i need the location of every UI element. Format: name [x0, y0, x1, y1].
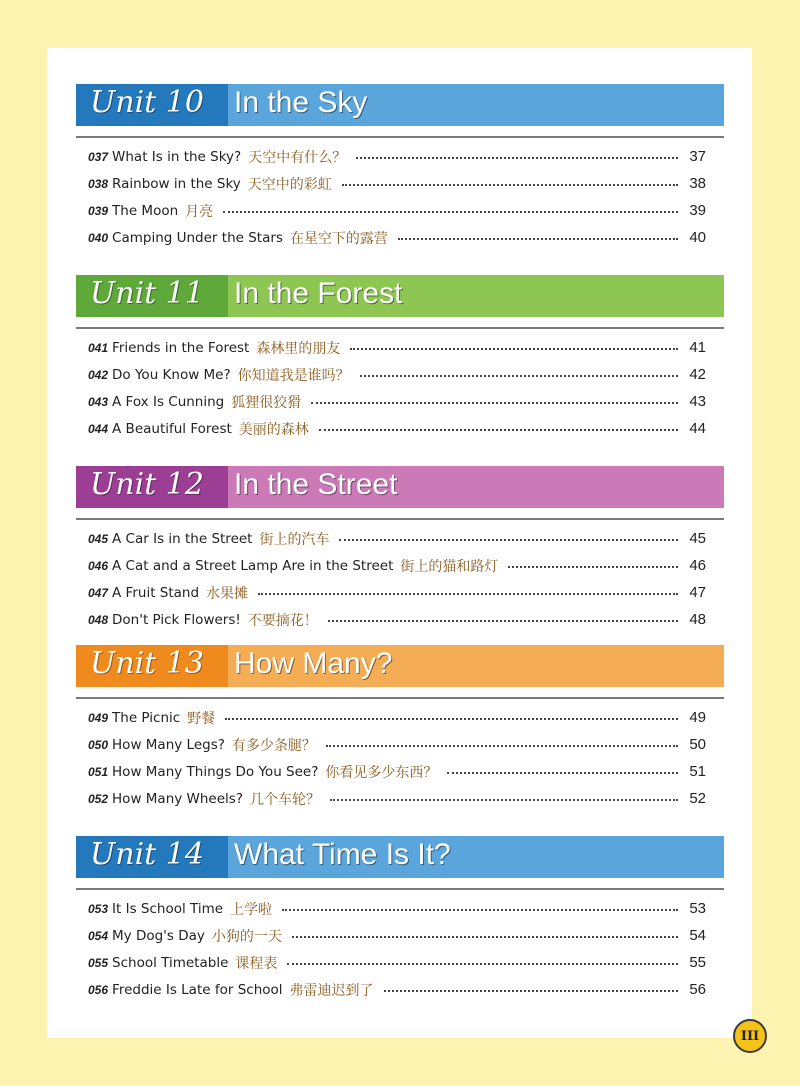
entry-title-zh: 课程表: [235, 955, 278, 972]
entry-number: 052: [88, 791, 109, 806]
entry-page: 40: [689, 229, 706, 246]
entry-number: 038: [88, 176, 109, 191]
entry-title-en: It Is School Time: [112, 900, 224, 917]
entry-number: 041: [88, 340, 109, 355]
leader-dots: [384, 990, 678, 992]
entry-title-zh: 小狗的一天: [211, 928, 282, 945]
entry-number: 046: [88, 558, 109, 573]
entry-title-zh: 有多少条腿？: [231, 737, 316, 754]
leader-dots: [508, 566, 678, 568]
unit-label: Unit 13: [90, 646, 204, 681]
entry-title-en: How Many Legs?: [112, 736, 225, 753]
unit-10-header[interactable]: [76, 84, 724, 126]
toc-entry[interactable]: [88, 525, 706, 552]
entry-number: 044: [88, 421, 109, 436]
toc-entry[interactable]: [88, 922, 706, 949]
unit-divider: [76, 888, 724, 890]
entry-title-en: How Many Things Do You See?: [112, 763, 319, 780]
leader-dots: [342, 184, 678, 186]
entry-page: 37: [689, 148, 706, 165]
entry-title-zh: 天空中的彩虹: [247, 176, 332, 193]
page-number-badge: III: [733, 1019, 767, 1053]
toc-entry[interactable]: [88, 170, 706, 197]
unit-label-tab: [76, 645, 228, 687]
entry-title-en: The Picnic: [112, 709, 181, 726]
unit-title-bar: [228, 275, 724, 317]
leader-dots: [282, 909, 678, 911]
entry-title-en: Rainbow in the Sky: [112, 175, 241, 192]
entry-title-en: Friends in the Forest: [112, 339, 250, 356]
toc-entry[interactable]: [88, 606, 706, 633]
entry-title-en: Freddie Is Late for School: [112, 981, 283, 998]
toc-entry[interactable]: [88, 388, 706, 415]
unit-14-entries: [88, 895, 706, 1003]
unit-title: How Many?: [234, 647, 393, 680]
entry-page: 44: [689, 420, 706, 437]
entry-page: 42: [689, 366, 706, 383]
entry-title-zh: 街上的猫和路灯: [400, 558, 499, 575]
entry-title-zh: 街上的汽车: [259, 531, 330, 548]
leader-dots: [225, 718, 678, 720]
entry-title-zh: 水果摊: [206, 585, 249, 602]
unit-12-header[interactable]: [76, 466, 724, 508]
entry-title-zh: 在星空下的露营: [289, 230, 388, 247]
entry-page: 56: [689, 981, 706, 998]
leader-dots: [350, 348, 678, 350]
entry-page: 39: [689, 202, 706, 219]
unit-11-header[interactable]: [76, 275, 724, 317]
unit-title: In the Street: [234, 468, 398, 501]
entry-number: 055: [88, 955, 109, 970]
leader-dots: [398, 238, 678, 240]
toc-entry[interactable]: [88, 731, 706, 758]
unit-14-header[interactable]: [76, 836, 724, 878]
entry-title-en: Don't Pick Flowers!: [112, 611, 241, 628]
entry-title-zh: 弗雷迪迟到了: [289, 982, 374, 999]
entry-title-en: A Beautiful Forest: [112, 420, 232, 437]
unit-divider: [76, 697, 724, 699]
entry-number: 043: [88, 394, 109, 409]
entry-title-zh: 野餐: [187, 710, 216, 727]
entry-title-en: School Timetable: [112, 954, 229, 971]
leader-dots: [339, 539, 678, 541]
unit-title-bar: [228, 84, 724, 126]
unit-13-entries: [88, 704, 706, 812]
entry-number: 040: [88, 230, 109, 245]
unit-label-tab: [76, 836, 228, 878]
entry-page: 53: [689, 900, 706, 917]
toc-entry[interactable]: [88, 895, 706, 922]
entry-number: 049: [88, 710, 109, 725]
entry-title-zh: 你知道我是谁吗？: [237, 367, 350, 384]
unit-divider: [76, 518, 724, 520]
entry-page: 41: [689, 339, 706, 356]
leader-dots: [223, 211, 678, 213]
entry-title-zh: 几个车轮？: [250, 791, 320, 808]
unit-title-bar: [228, 836, 724, 878]
unit-title-bar: [228, 466, 724, 508]
toc-entry[interactable]: [88, 334, 706, 361]
unit-label-tab: [76, 466, 228, 508]
entry-title-en: A Fox Is Cunning: [112, 393, 225, 410]
entry-number: 047: [88, 585, 109, 600]
toc-entry[interactable]: [88, 579, 706, 606]
unit-title: What Time Is It?: [234, 838, 451, 871]
unit-10-entries: [88, 143, 706, 251]
entry-title-zh: 美丽的森林: [238, 421, 309, 438]
entry-title-zh: 狐狸很狡猾: [231, 394, 302, 411]
leader-dots: [311, 402, 678, 404]
entry-number: 039: [88, 203, 109, 218]
entry-title-en: How Many Wheels?: [112, 790, 243, 807]
entry-title-en: Camping Under the Stars: [112, 229, 283, 246]
entry-number: 050: [88, 737, 109, 752]
unit-12-entries: [88, 525, 706, 633]
entry-page: 43: [689, 393, 706, 410]
entry-page: 47: [689, 584, 706, 601]
entry-title-zh: 月亮: [185, 203, 214, 220]
leader-dots: [258, 593, 678, 595]
unit-divider: [76, 136, 724, 138]
unit-title: In the Sky: [234, 86, 368, 119]
leader-dots: [360, 375, 678, 377]
entry-title-en: A Car Is in the Street: [112, 530, 253, 547]
entry-page: 50: [689, 736, 706, 753]
unit-label: Unit 10: [90, 85, 204, 120]
entry-page: 54: [689, 927, 706, 944]
entry-page: 48: [689, 611, 706, 628]
toc-entry[interactable]: [88, 552, 706, 579]
unit-label-tab: [76, 84, 228, 126]
leader-dots: [328, 620, 678, 622]
toc-entry[interactable]: [88, 785, 706, 812]
entry-page: 46: [689, 557, 706, 574]
unit-11-entries: [88, 334, 706, 442]
leader-dots: [326, 745, 678, 747]
leader-dots: [447, 772, 678, 774]
entry-number: 042: [88, 367, 109, 382]
entry-title-zh: 天空中有什么？: [248, 149, 347, 166]
entry-title-en: A Cat and a Street Lamp Are in the Street: [112, 557, 394, 574]
unit-label: Unit 12: [90, 467, 204, 502]
entry-page: 38: [689, 175, 706, 192]
toc-entry[interactable]: [88, 758, 706, 785]
entry-number: 051: [88, 764, 109, 779]
unit-13-header[interactable]: [76, 645, 724, 687]
unit-title: In the Forest: [234, 277, 403, 310]
entry-number: 054: [88, 928, 109, 943]
entry-title-en: My Dog's Day: [112, 927, 205, 944]
toc-entry[interactable]: [88, 224, 706, 251]
entry-title-en: Do You Know Me?: [112, 366, 231, 383]
entry-title-zh: 上学啦: [230, 901, 273, 918]
leader-dots: [356, 157, 678, 159]
entry-title-en: What Is in the Sky?: [112, 148, 242, 165]
unit-label: Unit 14: [90, 837, 204, 872]
entry-page: 49: [689, 709, 706, 726]
entry-title-zh: 森林里的朋友: [256, 340, 341, 357]
entry-number: 045: [88, 531, 109, 546]
entry-number: 048: [88, 612, 109, 627]
entry-page: 55: [689, 954, 706, 971]
entry-title-zh: 你看见多少东西？: [325, 764, 438, 781]
entry-page: 45: [689, 530, 706, 547]
toc-entry[interactable]: [88, 415, 706, 442]
leader-dots: [330, 799, 678, 801]
unit-label-tab: [76, 275, 228, 317]
toc-entry[interactable]: [88, 197, 706, 224]
leader-dots: [287, 963, 678, 965]
entry-title-en: The Moon: [112, 202, 179, 219]
toc-entry[interactable]: [88, 949, 706, 976]
entry-title-zh: 不要摘花！: [247, 612, 318, 629]
entry-page: 52: [689, 790, 706, 807]
leader-dots: [319, 429, 678, 431]
unit-label: Unit 11: [90, 276, 204, 311]
toc-entry[interactable]: [88, 704, 706, 731]
entry-number: 053: [88, 901, 109, 916]
unit-divider: [76, 327, 724, 329]
toc-entry[interactable]: [88, 361, 706, 388]
toc-entry[interactable]: [88, 143, 706, 170]
entry-title-en: A Fruit Stand: [112, 584, 200, 601]
unit-title-bar: [228, 645, 724, 687]
leader-dots: [292, 936, 678, 938]
entry-page: 51: [689, 763, 706, 780]
toc-entry[interactable]: [88, 976, 706, 1003]
entry-number: 056: [88, 982, 109, 997]
entry-number: 037: [88, 149, 109, 164]
